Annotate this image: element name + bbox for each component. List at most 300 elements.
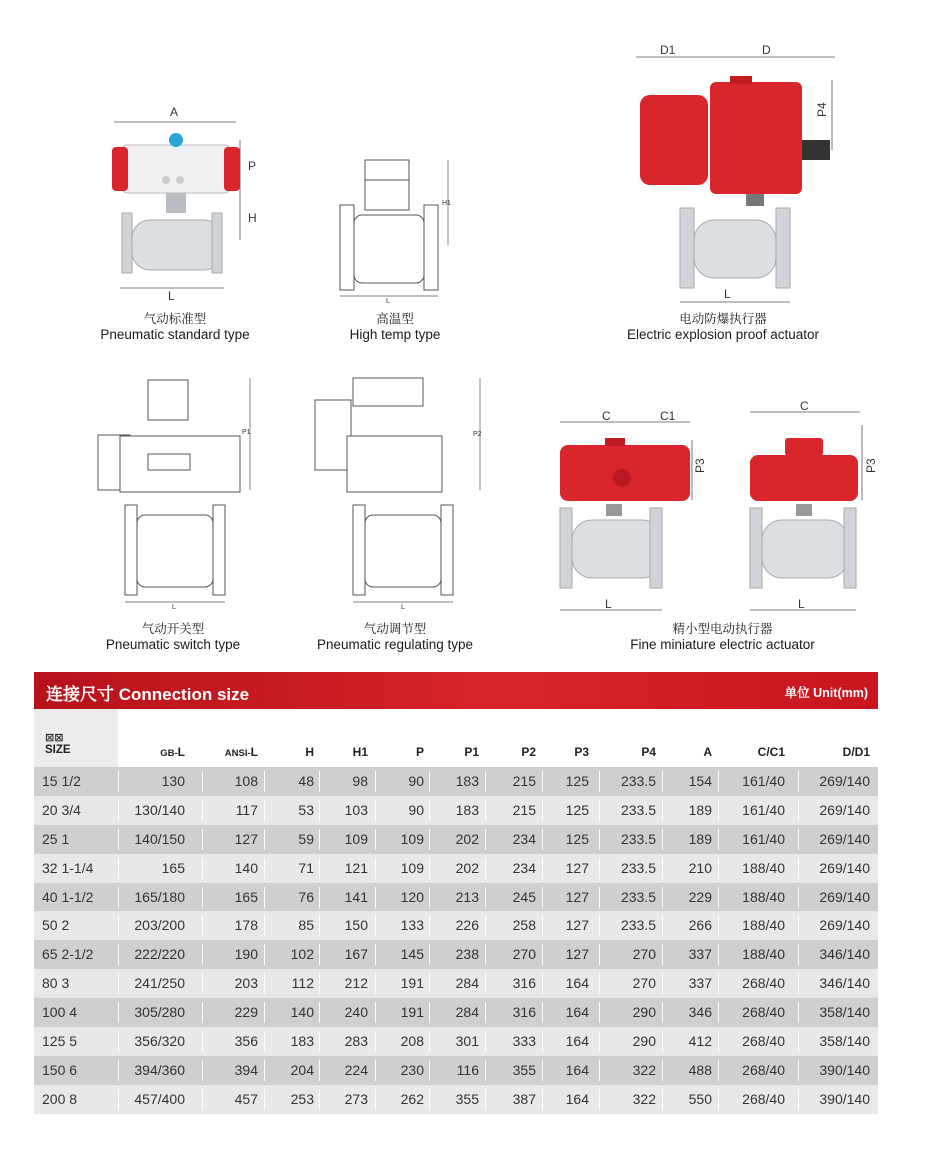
figure-high-temp (330, 150, 460, 305)
column-header-key: P3 (574, 745, 589, 759)
value-cell: 316 (512, 975, 536, 992)
table-row (34, 825, 878, 854)
table-title: 连接尺寸 Connection size (46, 685, 250, 704)
value-cell: 234 (512, 830, 536, 847)
column-divider (118, 829, 119, 850)
column-divider (485, 944, 486, 965)
column-divider (718, 771, 719, 792)
table-banner (34, 672, 878, 709)
column-divider (202, 915, 203, 936)
column-divider (718, 1002, 719, 1023)
value-cell: 266 (688, 917, 712, 934)
table-row (34, 854, 878, 883)
column-divider (798, 1089, 799, 1110)
column-divider (485, 1060, 486, 1081)
column-header (758, 745, 785, 759)
column-divider (202, 1002, 203, 1023)
value-cell: 112 (291, 975, 314, 992)
column-divider (542, 944, 543, 965)
value-cell: 322 (632, 1061, 656, 1078)
column-divider (542, 887, 543, 908)
column-divider (118, 771, 119, 792)
value-cell: 130/140 (134, 801, 185, 818)
value-cell: 127 (565, 888, 589, 905)
value-cell: 85 (298, 917, 314, 934)
caption-pneumatic-switch (78, 622, 268, 652)
size-cell: 20 3/4 (42, 801, 81, 818)
size-cell: 125 5 (42, 1033, 78, 1050)
value-cell: 154 (688, 773, 712, 789)
caption-en: Pneumatic regulating type (316, 637, 474, 652)
column-divider (202, 944, 203, 965)
value-cell: 191 (400, 1004, 424, 1021)
value-cell: 108 (234, 773, 258, 789)
column-divider (375, 1002, 376, 1023)
caption-zh: 电动防爆执行器 (679, 312, 767, 326)
column-divider (599, 915, 600, 936)
column-divider (798, 1031, 799, 1052)
value-cell: 226 (455, 917, 479, 934)
column-divider (798, 858, 799, 879)
column-divider (662, 1031, 663, 1052)
value-cell: 164 (565, 1061, 589, 1078)
value-cell: 394 (234, 1061, 258, 1078)
value-cell: 356 (234, 1033, 258, 1050)
column-divider (485, 858, 486, 879)
column-divider (718, 1089, 719, 1110)
column-divider (375, 800, 376, 821)
column-header-key: C/C1 (757, 745, 785, 759)
value-cell: 183 (290, 1033, 314, 1050)
value-cell: 268/40 (742, 1090, 785, 1107)
column-divider (429, 858, 430, 879)
figure-pneumatic-switch (90, 370, 265, 610)
value-cell: 109 (344, 830, 368, 847)
value-cell: 305/280 (134, 1004, 185, 1021)
value-cell: 165/180 (134, 888, 185, 905)
dim-label: L (798, 597, 805, 611)
column-divider (599, 1060, 600, 1081)
column-header-key: L (177, 745, 185, 759)
value-cell: 103 (344, 801, 368, 818)
value-cell: 269/140 (819, 917, 870, 934)
value-cell: 90 (408, 773, 424, 789)
column-divider (662, 1002, 663, 1023)
connection-size-table (34, 709, 878, 1114)
caption-en: Fine miniature electric actuator (630, 637, 815, 652)
dim-label: P (248, 159, 257, 173)
value-cell: 127 (565, 917, 589, 934)
dim-label: H (248, 211, 257, 225)
fine-miniature-drawing (550, 400, 890, 615)
column-divider (375, 1089, 376, 1110)
value-cell: 268/40 (742, 1004, 785, 1021)
value-cell: 234 (512, 859, 536, 876)
value-cell: 125 (565, 773, 589, 789)
column-header-key: P (415, 745, 424, 759)
value-cell: 116 (456, 1061, 479, 1078)
value-cell: 188/40 (742, 946, 785, 963)
column-divider (429, 800, 430, 821)
caption-en: High temp type (349, 327, 441, 342)
column-divider (485, 1031, 486, 1052)
value-cell: 269/140 (819, 801, 870, 818)
value-cell: 358/140 (819, 1033, 870, 1050)
value-cell: 203/200 (134, 917, 185, 934)
column-divider (599, 973, 600, 994)
value-cell: 355 (512, 1061, 536, 1078)
value-cell: 98 (352, 773, 368, 789)
column-divider (798, 915, 799, 936)
value-cell: 337 (688, 975, 712, 992)
value-cell: 117 (235, 801, 258, 818)
column-divider (485, 771, 486, 792)
value-cell: 268/40 (742, 1033, 785, 1050)
column-header (416, 745, 424, 759)
column-divider (319, 1002, 320, 1023)
value-cell: 165 (234, 888, 258, 905)
value-cell: 215 (512, 801, 536, 818)
value-cell: 337 (688, 946, 712, 963)
column-divider (375, 1031, 376, 1052)
value-cell: 210 (688, 859, 712, 876)
column-divider (662, 829, 663, 850)
column-divider (662, 1089, 663, 1110)
value-cell: 204 (290, 1061, 314, 1078)
column-divider (319, 1089, 320, 1110)
column-divider (718, 829, 719, 850)
column-divider (264, 858, 265, 879)
value-cell: 183 (455, 773, 479, 789)
column-divider (798, 1002, 799, 1023)
dim-label: P3 (864, 458, 878, 473)
column-divider (202, 858, 203, 879)
size-cell: 100 4 (42, 1004, 78, 1021)
value-cell: 133 (400, 917, 424, 934)
column-divider (599, 1031, 600, 1052)
column-divider (798, 1060, 799, 1081)
value-cell: 238 (455, 946, 479, 963)
value-cell: 550 (688, 1090, 712, 1107)
value-cell: 59 (298, 830, 314, 847)
value-cell: 90 (408, 801, 424, 818)
value-cell: 202 (455, 859, 479, 876)
value-cell: 140/150 (134, 830, 185, 847)
column-header-key: H1 (352, 745, 368, 759)
value-cell: 230 (400, 1061, 424, 1078)
column-divider (118, 1060, 119, 1081)
column-divider (429, 915, 430, 936)
column-header-key: P1 (464, 745, 479, 759)
column-divider (375, 858, 376, 879)
value-cell: 188/40 (742, 888, 785, 905)
value-cell: 233.5 (620, 830, 656, 847)
value-cell: 161/40 (742, 773, 785, 789)
value-cell: 270 (632, 946, 656, 963)
value-cell: 164 (565, 1090, 589, 1107)
size-cell: 150 6 (42, 1061, 78, 1078)
table-row (34, 796, 878, 825)
column-divider (118, 944, 119, 965)
column-divider (319, 858, 320, 879)
column-divider (319, 829, 320, 850)
column-header (160, 745, 185, 759)
size-cell: 25 1 (42, 830, 70, 847)
column-divider (118, 858, 119, 879)
column-divider (542, 1060, 543, 1081)
column-divider (319, 1060, 320, 1081)
column-header-prefix: GB- (160, 748, 178, 759)
column-divider (542, 973, 543, 994)
value-cell: 121 (344, 859, 368, 876)
caption-zh: 高温型 (376, 312, 414, 326)
value-cell: 109 (400, 830, 424, 847)
pneumatic-standard-drawing (100, 100, 280, 305)
column-divider (599, 944, 600, 965)
value-cell: 268/40 (742, 975, 785, 992)
dim-label: L (401, 604, 405, 610)
caption-zh: 气动标准型 (143, 312, 207, 326)
column-divider (375, 829, 376, 850)
table-row (34, 1085, 878, 1114)
size-cell: 65 2-1/2 (42, 946, 94, 963)
column-header (225, 745, 258, 759)
column-divider (718, 1060, 719, 1081)
table-row (34, 998, 878, 1027)
value-cell: 164 (565, 975, 589, 992)
value-cell: 488 (688, 1061, 712, 1078)
column-divider (485, 1002, 486, 1023)
value-cell: 233.5 (620, 888, 656, 905)
column-divider (429, 771, 430, 792)
value-cell: 269/140 (819, 773, 870, 789)
value-cell: 109 (400, 859, 424, 876)
dim-label: L (605, 597, 612, 611)
value-cell: 213 (455, 888, 479, 905)
column-divider (542, 1031, 543, 1052)
column-divider (429, 829, 430, 850)
value-cell: 183 (455, 801, 479, 818)
column-divider (202, 887, 203, 908)
column-divider (429, 944, 430, 965)
value-cell: 191 (400, 975, 424, 992)
table-row (34, 767, 878, 796)
column-divider (718, 1031, 719, 1052)
column-divider (542, 829, 543, 850)
column-header (703, 745, 712, 759)
value-cell: 161/40 (742, 801, 785, 818)
value-cell: 164 (565, 1004, 589, 1021)
value-cell: 188/40 (742, 859, 785, 876)
value-cell: 269/140 (819, 859, 870, 876)
figure-electric-explosion-proof (620, 40, 850, 305)
pneumatic-switch-drawing (90, 370, 265, 610)
value-cell: 145 (400, 946, 424, 963)
value-cell: 208 (400, 1033, 424, 1050)
column-divider (118, 1002, 119, 1023)
column-divider (319, 944, 320, 965)
column-divider (264, 800, 265, 821)
caption-en: Pneumatic switch type (105, 637, 241, 652)
table-row (34, 1027, 878, 1056)
column-divider (662, 858, 663, 879)
value-cell: 233.5 (620, 773, 656, 789)
table-row (34, 940, 878, 969)
column-header-key: L (250, 745, 258, 759)
value-cell: 229 (688, 888, 712, 905)
table-unit: 单位 Unit(mm) (784, 686, 868, 700)
column-divider (485, 800, 486, 821)
column-header-prefix: ANSI- (224, 748, 251, 759)
column-header-key: P2 (521, 745, 536, 759)
value-cell: 233.5 (620, 859, 656, 876)
value-cell: 316 (512, 1004, 536, 1021)
value-cell: 457 (234, 1090, 258, 1107)
value-cell: 346/140 (819, 975, 870, 992)
value-cell: 290 (632, 1033, 656, 1050)
dim-label: D (762, 43, 771, 57)
column-divider (264, 1089, 265, 1110)
column-divider (375, 944, 376, 965)
value-cell: 394/360 (134, 1061, 185, 1078)
column-divider (662, 1060, 663, 1081)
value-cell: 390/140 (819, 1090, 870, 1107)
column-header (641, 745, 656, 759)
figure-pneumatic-standard (100, 100, 280, 305)
column-divider (319, 973, 320, 994)
column-divider (542, 1002, 543, 1023)
value-cell: 140 (234, 859, 258, 876)
value-cell: 258 (512, 917, 536, 934)
column-divider (429, 1031, 430, 1052)
value-cell: 48 (298, 773, 314, 789)
value-cell: 346/140 (819, 946, 870, 963)
dim-label: C (602, 409, 611, 423)
dim-label: L (168, 289, 175, 303)
value-cell: 233.5 (620, 917, 656, 934)
column-divider (202, 1060, 203, 1081)
column-divider (264, 1002, 265, 1023)
value-cell: 203 (234, 975, 258, 992)
column-header (353, 745, 368, 759)
value-cell: 240 (344, 1004, 368, 1021)
value-cell: 150 (344, 917, 368, 934)
value-cell: 102 (290, 946, 314, 963)
value-cell: 457/400 (134, 1090, 185, 1107)
value-cell: 222/220 (134, 946, 185, 963)
column-divider (485, 887, 486, 908)
caption-zh: 精小型电动执行器 (672, 622, 773, 636)
table-row (34, 883, 878, 912)
value-cell: 322 (632, 1090, 656, 1107)
value-cell: 270 (632, 975, 656, 992)
column-divider (542, 915, 543, 936)
column-header-key: P4 (641, 745, 656, 759)
table-header (34, 709, 878, 767)
value-cell: 188/40 (742, 917, 785, 934)
value-cell: 268/40 (742, 1061, 785, 1078)
column-divider (542, 858, 543, 879)
value-cell: 253 (290, 1090, 314, 1107)
value-cell: 412 (688, 1033, 712, 1050)
column-divider (798, 973, 799, 994)
size-cell: 15 1/2 (42, 773, 81, 789)
column-divider (718, 944, 719, 965)
column-divider (264, 1060, 265, 1081)
column-divider (542, 771, 543, 792)
value-cell: 355 (455, 1090, 479, 1107)
value-cell: 301 (455, 1033, 479, 1050)
column-divider (264, 771, 265, 792)
value-cell: 284 (455, 975, 479, 992)
column-divider (202, 829, 203, 850)
column-divider (662, 915, 663, 936)
dim-label: P2 (473, 431, 482, 438)
value-cell: 241/250 (134, 975, 185, 992)
value-cell: 140 (290, 1004, 314, 1021)
value-cell: 346 (688, 1004, 712, 1021)
caption-zh: 气动开关型 (141, 622, 205, 636)
figure-pneumatic-regulating (305, 370, 490, 610)
column-divider (662, 887, 663, 908)
caption-en: Electric explosion proof actuator (626, 327, 820, 342)
value-cell: 189 (688, 801, 712, 818)
value-cell: 178 (234, 917, 258, 934)
caption-zh: 气动调节型 (363, 622, 427, 636)
column-divider (375, 973, 376, 994)
value-cell: 120 (400, 888, 424, 905)
value-cell: 161/40 (742, 830, 785, 847)
size-header-cell (34, 709, 118, 767)
column-divider (599, 858, 600, 879)
column-divider (264, 829, 265, 850)
column-divider (485, 829, 486, 850)
dim-label: D1 (660, 43, 676, 57)
column-divider (718, 887, 719, 908)
column-divider (375, 887, 376, 908)
table-row (34, 911, 878, 940)
column-divider (202, 973, 203, 994)
value-cell: 356/320 (134, 1033, 185, 1050)
column-divider (264, 944, 265, 965)
table-row (34, 969, 878, 998)
value-cell: 202 (455, 830, 479, 847)
column-divider (599, 1002, 600, 1023)
value-cell: 190 (234, 946, 258, 963)
value-cell: 165 (161, 859, 185, 876)
column-divider (202, 1031, 203, 1052)
column-divider (798, 944, 799, 965)
caption-pneumatic-standard (80, 312, 270, 342)
column-divider (599, 829, 600, 850)
column-divider (375, 771, 376, 792)
value-cell: 164 (565, 1033, 589, 1050)
column-divider (485, 973, 486, 994)
value-cell: 233.5 (620, 801, 656, 818)
caption-en: Pneumatic standard type (100, 327, 250, 342)
dim-label: L (172, 604, 176, 610)
column-divider (662, 973, 663, 994)
caption-high-temp (300, 312, 490, 342)
column-header-key: A (703, 745, 712, 759)
caption-electric-explosion (608, 312, 838, 342)
column-divider (264, 915, 265, 936)
value-cell: 273 (344, 1090, 368, 1107)
value-cell: 224 (344, 1061, 368, 1078)
value-cell: 141 (344, 888, 368, 905)
column-divider (202, 771, 203, 792)
value-cell: 245 (512, 888, 536, 905)
